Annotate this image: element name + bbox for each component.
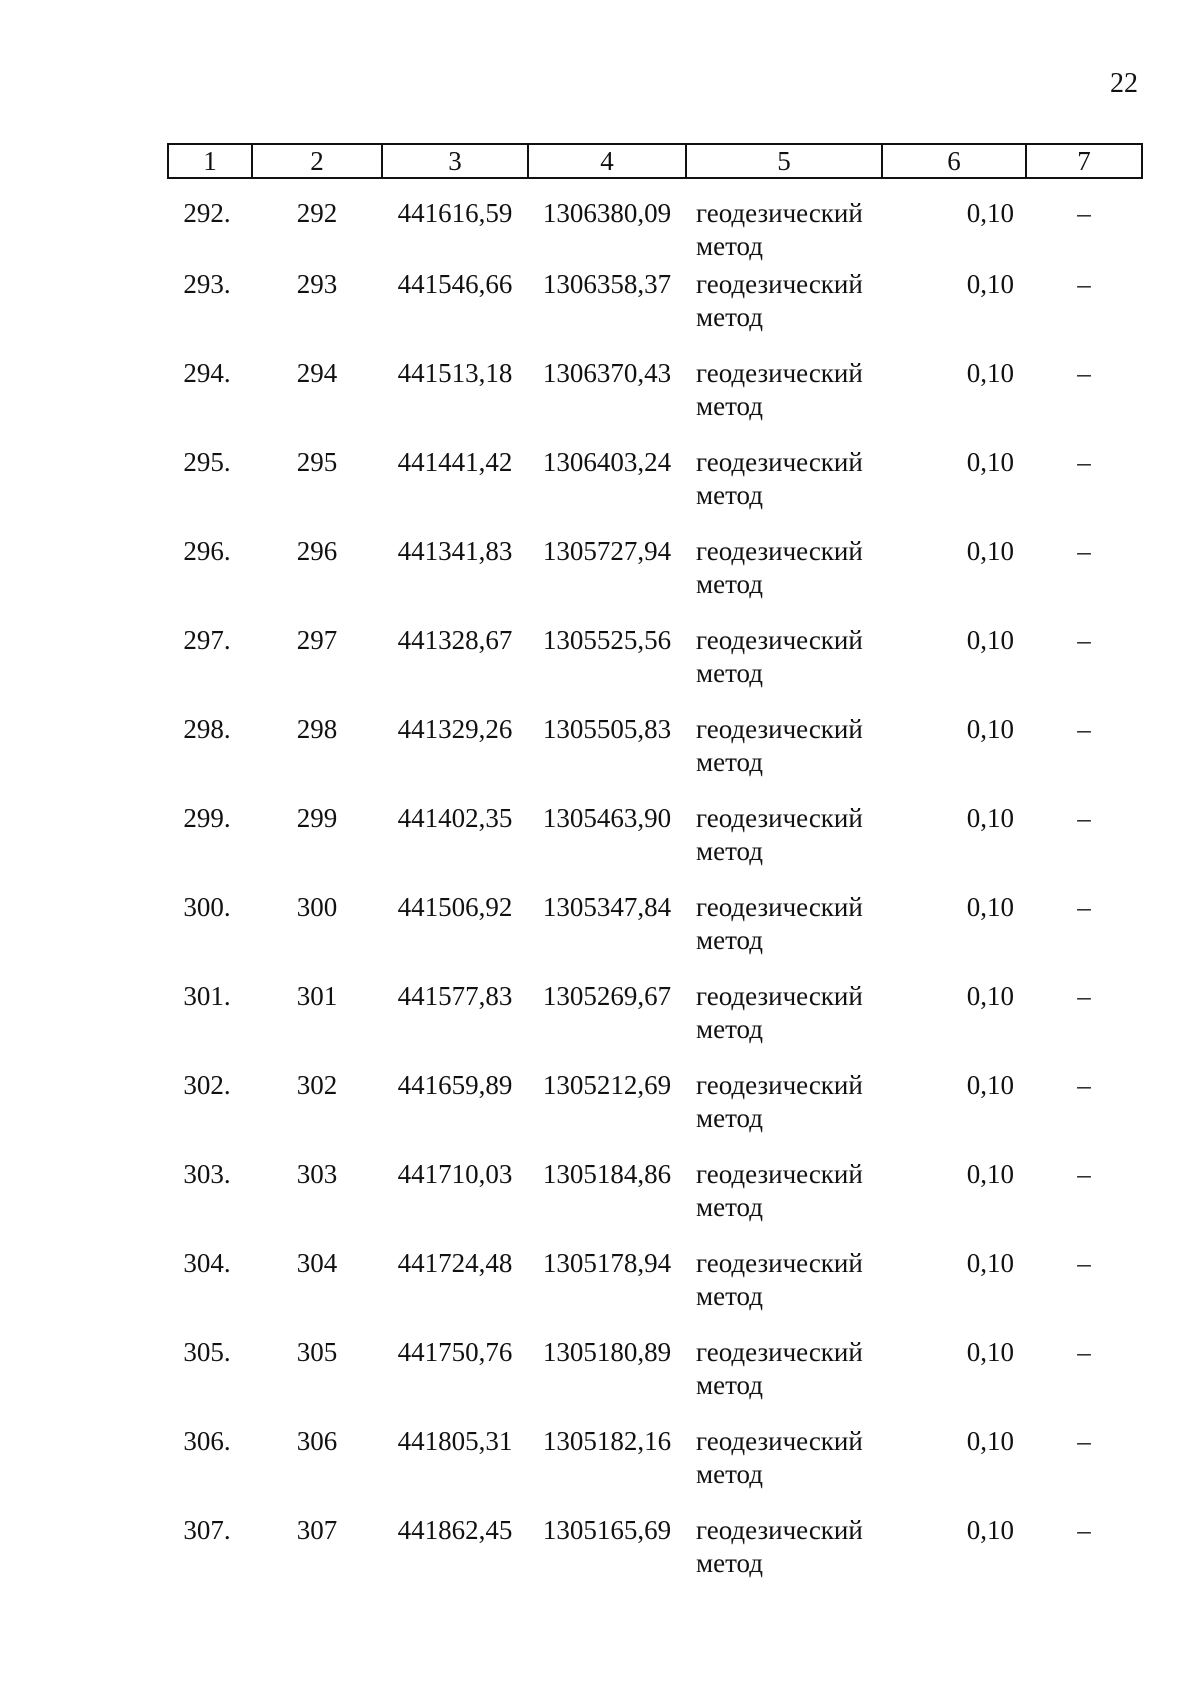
accuracy-cell: 0,10	[966, 714, 1014, 744]
y-coordinate-cell: 1305212,69	[542, 1070, 672, 1100]
row-number-cell: 297.	[183, 625, 231, 655]
note-cell: –	[1077, 1426, 1091, 1456]
table-row	[168, 891, 1142, 980]
row-number-cell: 305.	[183, 1337, 231, 1367]
accuracy-cell: 0,10	[966, 1159, 1014, 1189]
accuracy-cell: 0,10	[966, 1426, 1014, 1456]
accuracy-cell: 0,10	[966, 269, 1014, 299]
header-col-7: 7	[1026, 144, 1142, 178]
x-coordinate-cell: 441616,59	[397, 198, 513, 228]
accuracy-cell: 0,10	[966, 625, 1014, 655]
y-coordinate-cell: 1305347,84	[542, 892, 672, 922]
method-cell: геодезический метод	[696, 1248, 863, 1311]
x-coordinate-cell: 441805,31	[397, 1426, 513, 1456]
note-cell: –	[1077, 714, 1091, 744]
x-coordinate-cell: 441862,45	[397, 1515, 513, 1545]
header-col-3: 3	[382, 144, 528, 178]
row-number-cell: 304.	[183, 1248, 231, 1278]
header-col-1: 1	[168, 144, 252, 178]
y-coordinate-cell: 1305463,90	[542, 803, 672, 833]
note-cell: –	[1077, 1515, 1091, 1545]
table-body	[168, 178, 1142, 1603]
note-cell: –	[1077, 1070, 1091, 1100]
table-row	[168, 1514, 1142, 1603]
table-row	[168, 713, 1142, 802]
row-number-cell: 299.	[183, 803, 231, 833]
note-cell: –	[1077, 269, 1091, 299]
point-id-cell: 298	[296, 714, 338, 744]
header-col-2: 2	[252, 144, 382, 178]
accuracy-cell: 0,10	[966, 892, 1014, 922]
point-id-cell: 307	[296, 1515, 338, 1545]
x-coordinate-cell: 441659,89	[397, 1070, 513, 1100]
accuracy-cell: 0,10	[966, 358, 1014, 388]
accuracy-cell: 0,10	[966, 1070, 1014, 1100]
table-row	[168, 980, 1142, 1069]
point-id-cell: 304	[296, 1248, 338, 1278]
method-cell: геодезический метод	[696, 714, 863, 777]
x-coordinate-cell: 441328,67	[397, 625, 513, 655]
x-coordinate-cell: 441513,18	[397, 358, 513, 388]
row-number-cell: 294.	[183, 358, 231, 388]
method-cell: геодезический метод	[696, 1159, 863, 1222]
point-id-cell: 295	[296, 447, 338, 477]
y-coordinate-cell: 1306358,37	[542, 269, 672, 299]
accuracy-cell: 0,10	[966, 447, 1014, 477]
row-number-cell: 296.	[183, 536, 231, 566]
method-cell: геодезический метод	[696, 803, 863, 866]
table-row	[168, 1158, 1142, 1247]
table-row	[168, 357, 1142, 446]
method-cell: геодезический метод	[696, 1515, 863, 1578]
note-cell: –	[1077, 981, 1091, 1011]
y-coordinate-cell: 1305727,94	[542, 536, 672, 566]
point-id-cell: 296	[296, 536, 338, 566]
y-coordinate-cell: 1305269,67	[542, 981, 672, 1011]
x-coordinate-cell: 441402,35	[397, 803, 513, 833]
point-id-cell: 297	[296, 625, 338, 655]
note-cell: –	[1077, 1159, 1091, 1189]
point-id-cell: 305	[296, 1337, 338, 1367]
row-number-cell: 298.	[183, 714, 231, 744]
table-row	[168, 1069, 1142, 1158]
y-coordinate-cell: 1305505,83	[542, 714, 672, 744]
x-coordinate-cell: 441546,66	[397, 269, 513, 299]
note-cell: –	[1077, 625, 1091, 655]
row-number-cell: 306.	[183, 1426, 231, 1456]
x-coordinate-cell: 441710,03	[397, 1159, 513, 1189]
y-coordinate-cell: 1305165,69	[542, 1515, 672, 1545]
point-id-cell: 294	[296, 358, 338, 388]
table-row	[168, 1336, 1142, 1425]
note-cell: –	[1077, 536, 1091, 566]
method-cell: геодезический метод	[696, 1426, 863, 1489]
note-cell: –	[1077, 447, 1091, 477]
point-id-cell: 306	[296, 1426, 338, 1456]
x-coordinate-cell: 441329,26	[397, 714, 513, 744]
header-col-6: 6	[882, 144, 1026, 178]
y-coordinate-cell: 1305180,89	[542, 1337, 672, 1367]
accuracy-cell: 0,10	[966, 536, 1014, 566]
y-coordinate-cell: 1305184,86	[542, 1159, 672, 1189]
point-id-cell: 303	[296, 1159, 338, 1189]
accuracy-cell: 0,10	[966, 1515, 1014, 1545]
row-number-cell: 292.	[183, 198, 231, 228]
table-header	[168, 144, 1142, 178]
table-row	[168, 1247, 1142, 1336]
x-coordinate-cell: 441577,83	[397, 981, 513, 1011]
x-coordinate-cell: 441506,92	[397, 892, 513, 922]
row-number-cell: 302.	[183, 1070, 231, 1100]
header-row	[168, 144, 1142, 178]
method-cell: геодезический метод	[696, 269, 863, 332]
table-row	[168, 446, 1142, 535]
header-col-5: 5	[686, 144, 882, 178]
y-coordinate-cell: 1306370,43	[542, 358, 672, 388]
method-cell: геодезический метод	[696, 1070, 863, 1133]
method-cell: геодезический метод	[696, 892, 863, 955]
table-row	[168, 535, 1142, 624]
point-id-cell: 302	[296, 1070, 338, 1100]
x-coordinate-cell: 441750,76	[397, 1337, 513, 1367]
accuracy-cell: 0,10	[966, 1248, 1014, 1278]
row-number-cell: 293.	[183, 269, 231, 299]
header-col-4: 4	[528, 144, 686, 178]
point-id-cell: 299	[296, 803, 338, 833]
row-number-cell: 303.	[183, 1159, 231, 1189]
table-row	[168, 802, 1142, 891]
table-row	[168, 268, 1142, 357]
method-cell: геодезический метод	[696, 1337, 863, 1400]
note-cell: –	[1077, 358, 1091, 388]
method-cell: геодезический метод	[696, 981, 863, 1044]
y-coordinate-cell: 1306380,09	[542, 198, 672, 228]
accuracy-cell: 0,10	[966, 981, 1014, 1011]
y-coordinate-cell: 1305525,56	[542, 625, 672, 655]
row-number-cell: 307.	[183, 1515, 231, 1545]
table-row	[168, 624, 1142, 713]
note-cell: –	[1077, 1337, 1091, 1367]
row-number-cell: 301.	[183, 981, 231, 1011]
row-number-cell: 300.	[183, 892, 231, 922]
x-coordinate-cell: 441441,42	[397, 447, 513, 477]
note-cell: –	[1077, 892, 1091, 922]
y-coordinate-cell: 1305182,16	[542, 1426, 672, 1456]
page-number: 22	[1110, 68, 1138, 99]
accuracy-cell: 0,10	[966, 1337, 1014, 1367]
method-cell: геодезический метод	[696, 358, 863, 421]
point-id-cell: 301	[296, 981, 338, 1011]
method-cell: геодезический метод	[696, 625, 863, 688]
table-row	[168, 1425, 1142, 1514]
point-id-cell: 293	[296, 269, 338, 299]
note-cell: –	[1077, 803, 1091, 833]
y-coordinate-cell: 1305178,94	[542, 1248, 672, 1278]
coordinates-table	[167, 143, 1143, 1603]
y-coordinate-cell: 1306403,24	[542, 447, 672, 477]
method-cell: геодезический метод	[696, 536, 863, 599]
x-coordinate-cell: 441724,48	[397, 1248, 513, 1278]
accuracy-cell: 0,10	[966, 803, 1014, 833]
method-cell: геодезический метод	[696, 447, 863, 510]
note-cell: –	[1077, 1248, 1091, 1278]
note-cell: –	[1077, 198, 1091, 228]
accuracy-cell: 0,10	[966, 198, 1014, 228]
point-id-cell: 292	[296, 198, 338, 228]
row-number-cell: 295.	[183, 447, 231, 477]
table-row	[168, 178, 1142, 268]
method-cell: геодезический метод	[696, 198, 863, 261]
point-id-cell: 300	[296, 892, 338, 922]
x-coordinate-cell: 441341,83	[397, 536, 513, 566]
